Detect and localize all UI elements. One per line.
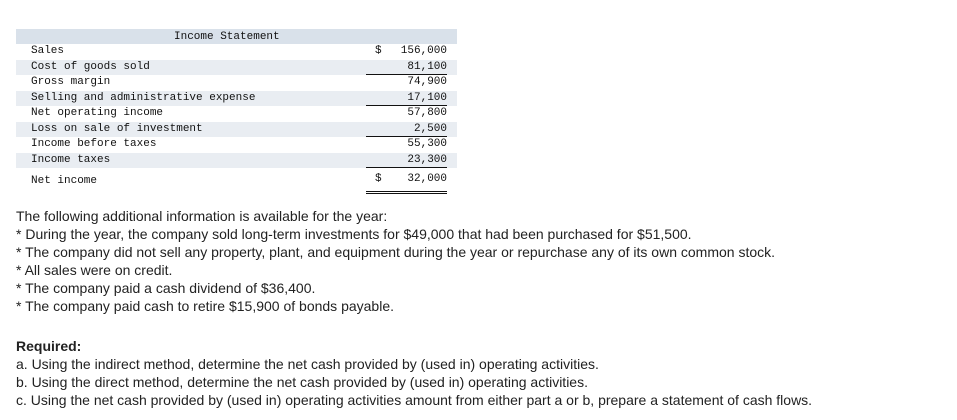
- row-label: Income before taxes: [31, 138, 157, 150]
- row-value: [366, 137, 447, 153]
- statement-row-income-taxes: [16, 153, 457, 169]
- currency-symbol: $: [375, 173, 382, 185]
- income-statement-table: [16, 29, 457, 192]
- info-intro: The following additional information is available for the year:: [16, 208, 388, 224]
- statement-row-net-operating-income: [16, 106, 457, 122]
- row-amount: 74,900: [407, 76, 447, 88]
- row-label: Income taxes: [31, 153, 111, 166]
- info-bullet: * All sales were on credit.: [16, 262, 173, 278]
- row-value: [366, 91, 447, 107]
- statement-row-income-before-taxes: [16, 137, 457, 153]
- statement-row-net-income: [16, 168, 457, 192]
- row-amount: 32,000: [407, 173, 447, 185]
- row-amount: 156,000: [400, 45, 447, 57]
- statement-row-loss-on-sale: [16, 122, 457, 138]
- row-value: [366, 122, 447, 138]
- info-bullet: * The company paid a cash dividend of $36,400.: [16, 280, 316, 296]
- additional-information: [16, 207, 946, 315]
- info-bullet: * The company did not sell any property, plant, and equipment during the year or repurchase any of its own common stock.: [16, 244, 776, 260]
- row-value: [366, 60, 447, 76]
- row-value: [366, 106, 447, 122]
- required-item: b. Using the direct method, determine the net cash provided by (used in) operating activities.: [16, 374, 588, 390]
- row-label: Cost of goods sold: [31, 60, 150, 73]
- row-value: [366, 153, 447, 169]
- required-heading: Required:: [16, 338, 82, 354]
- row-label: Gross margin: [31, 76, 111, 88]
- row-value: [366, 44, 447, 60]
- row-amount: 81,100: [407, 60, 447, 73]
- statement-row-gross-margin: [16, 75, 457, 91]
- statement-row-sales: [16, 44, 457, 60]
- required-item: c. Using the net cash provided by (used in) operating activities amount from either part a or b, prepare a statement of cash flows.: [16, 392, 813, 408]
- row-amount: 55,300: [407, 138, 447, 150]
- row-amount: 57,800: [407, 107, 447, 119]
- statement-row-selling-admin: [16, 91, 457, 107]
- row-amount: 2,500: [413, 122, 447, 135]
- row-value: [366, 172, 447, 194]
- row-label: Net operating income: [31, 107, 164, 119]
- statement-title: Income Statement: [174, 31, 280, 43]
- row-label: Selling and administrative expense: [31, 91, 256, 104]
- row-label: Loss on sale of investment: [31, 122, 203, 135]
- row-amount: 17,100: [407, 91, 447, 104]
- row-label: Net income: [31, 175, 98, 187]
- row-amount: 23,300: [407, 153, 447, 166]
- required-section: [16, 337, 946, 409]
- required-item: a. Using the indirect method, determine the net cash provided by (used in) operating activities.: [16, 356, 599, 372]
- info-bullet: * The company paid cash to retire $15,900 of bonds payable.: [16, 298, 394, 314]
- statement-row-cogs: [16, 60, 457, 76]
- row-value: [366, 75, 447, 91]
- statement-title-row: [16, 29, 457, 44]
- row-label: Sales: [31, 45, 65, 57]
- currency-symbol: $: [375, 45, 382, 57]
- info-bullet: * During the year, the company sold long-term investments for $49,000 that had been purchased for $51,500.: [16, 226, 692, 242]
